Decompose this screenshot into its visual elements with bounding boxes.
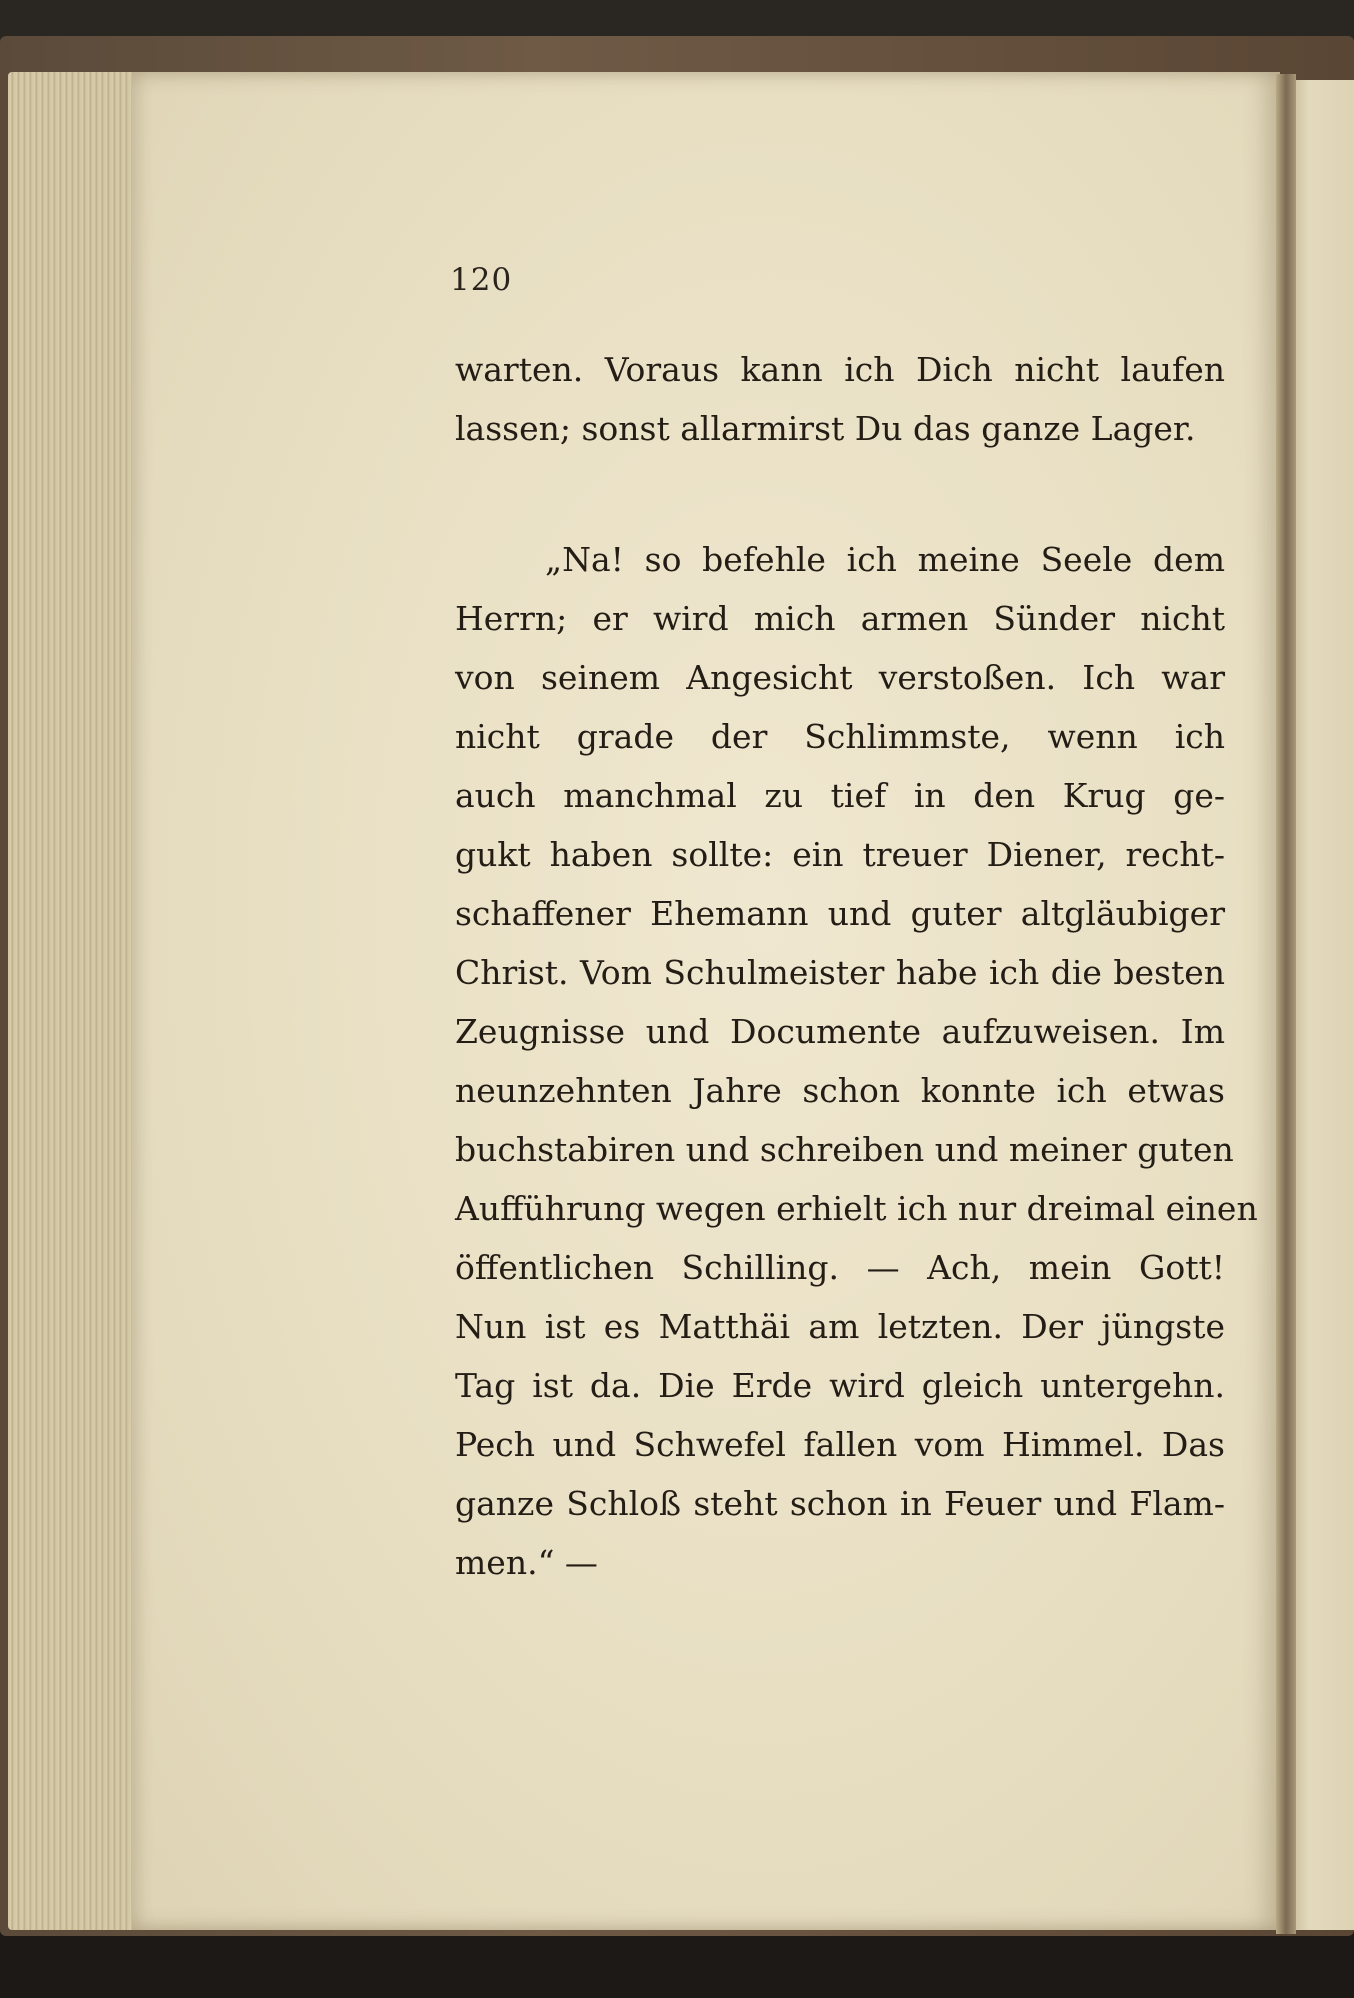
text-line: Pech und Schwefel fallen vom Himmel. Das (455, 1425, 1225, 1464)
page-number: 120 (450, 262, 513, 298)
text-line: nicht grade der Schlimmste, wenn ich (455, 717, 1225, 756)
text-line: Tag ist da. Die Erde wird gleich untergehn. (455, 1366, 1225, 1405)
text-line: Herrn; er wird mich armen Sünder nicht (455, 599, 1225, 638)
text-line: Zeugnisse und Documente aufzuweisen. Im (455, 1012, 1225, 1051)
text-line: ganze Schloß steht schon in Feuer und Flam- (455, 1484, 1225, 1523)
text-line: buchstabiren und schreiben und meiner guten (455, 1130, 1234, 1169)
text-line: schaffener Ehemann und guter altgläubiger (455, 894, 1225, 933)
text-line: Nun ist es Matthäi am letzten. Der jüngste (455, 1307, 1225, 1346)
text-line: öffentlichen Schilling. — Ach, mein Gott! (455, 1248, 1225, 1287)
paragraph-gap (455, 458, 1225, 530)
text-line: Christ. Vom Schulmeister habe ich die besten (455, 953, 1225, 992)
book-gutter (1276, 74, 1296, 1934)
text-line: men.“ — (455, 1543, 598, 1582)
text-line: von seinem Angesicht verstoßen. Ich war (455, 658, 1225, 697)
text-line: neunzehnten Jahre schon konnte ich etwas (455, 1071, 1225, 1110)
page-text (455, 340, 1258, 1592)
text-line: auch manchmal zu tief in den Krug ge- (455, 776, 1225, 815)
text-line: gukt haben sollte: ein treuer Diener, recht- (455, 835, 1225, 874)
text-line: Aufführung wegen erhielt ich nur dreimal einen (455, 1189, 1258, 1228)
text-line: „Na! so befehle ich meine Seele dem (545, 540, 1225, 579)
text-line: warten. Voraus kann ich Dich nicht laufen (455, 350, 1225, 389)
facing-page-edge (1290, 80, 1354, 1930)
text-line: lassen; sonst allarmirst Du das ganze Lager. (455, 409, 1196, 448)
